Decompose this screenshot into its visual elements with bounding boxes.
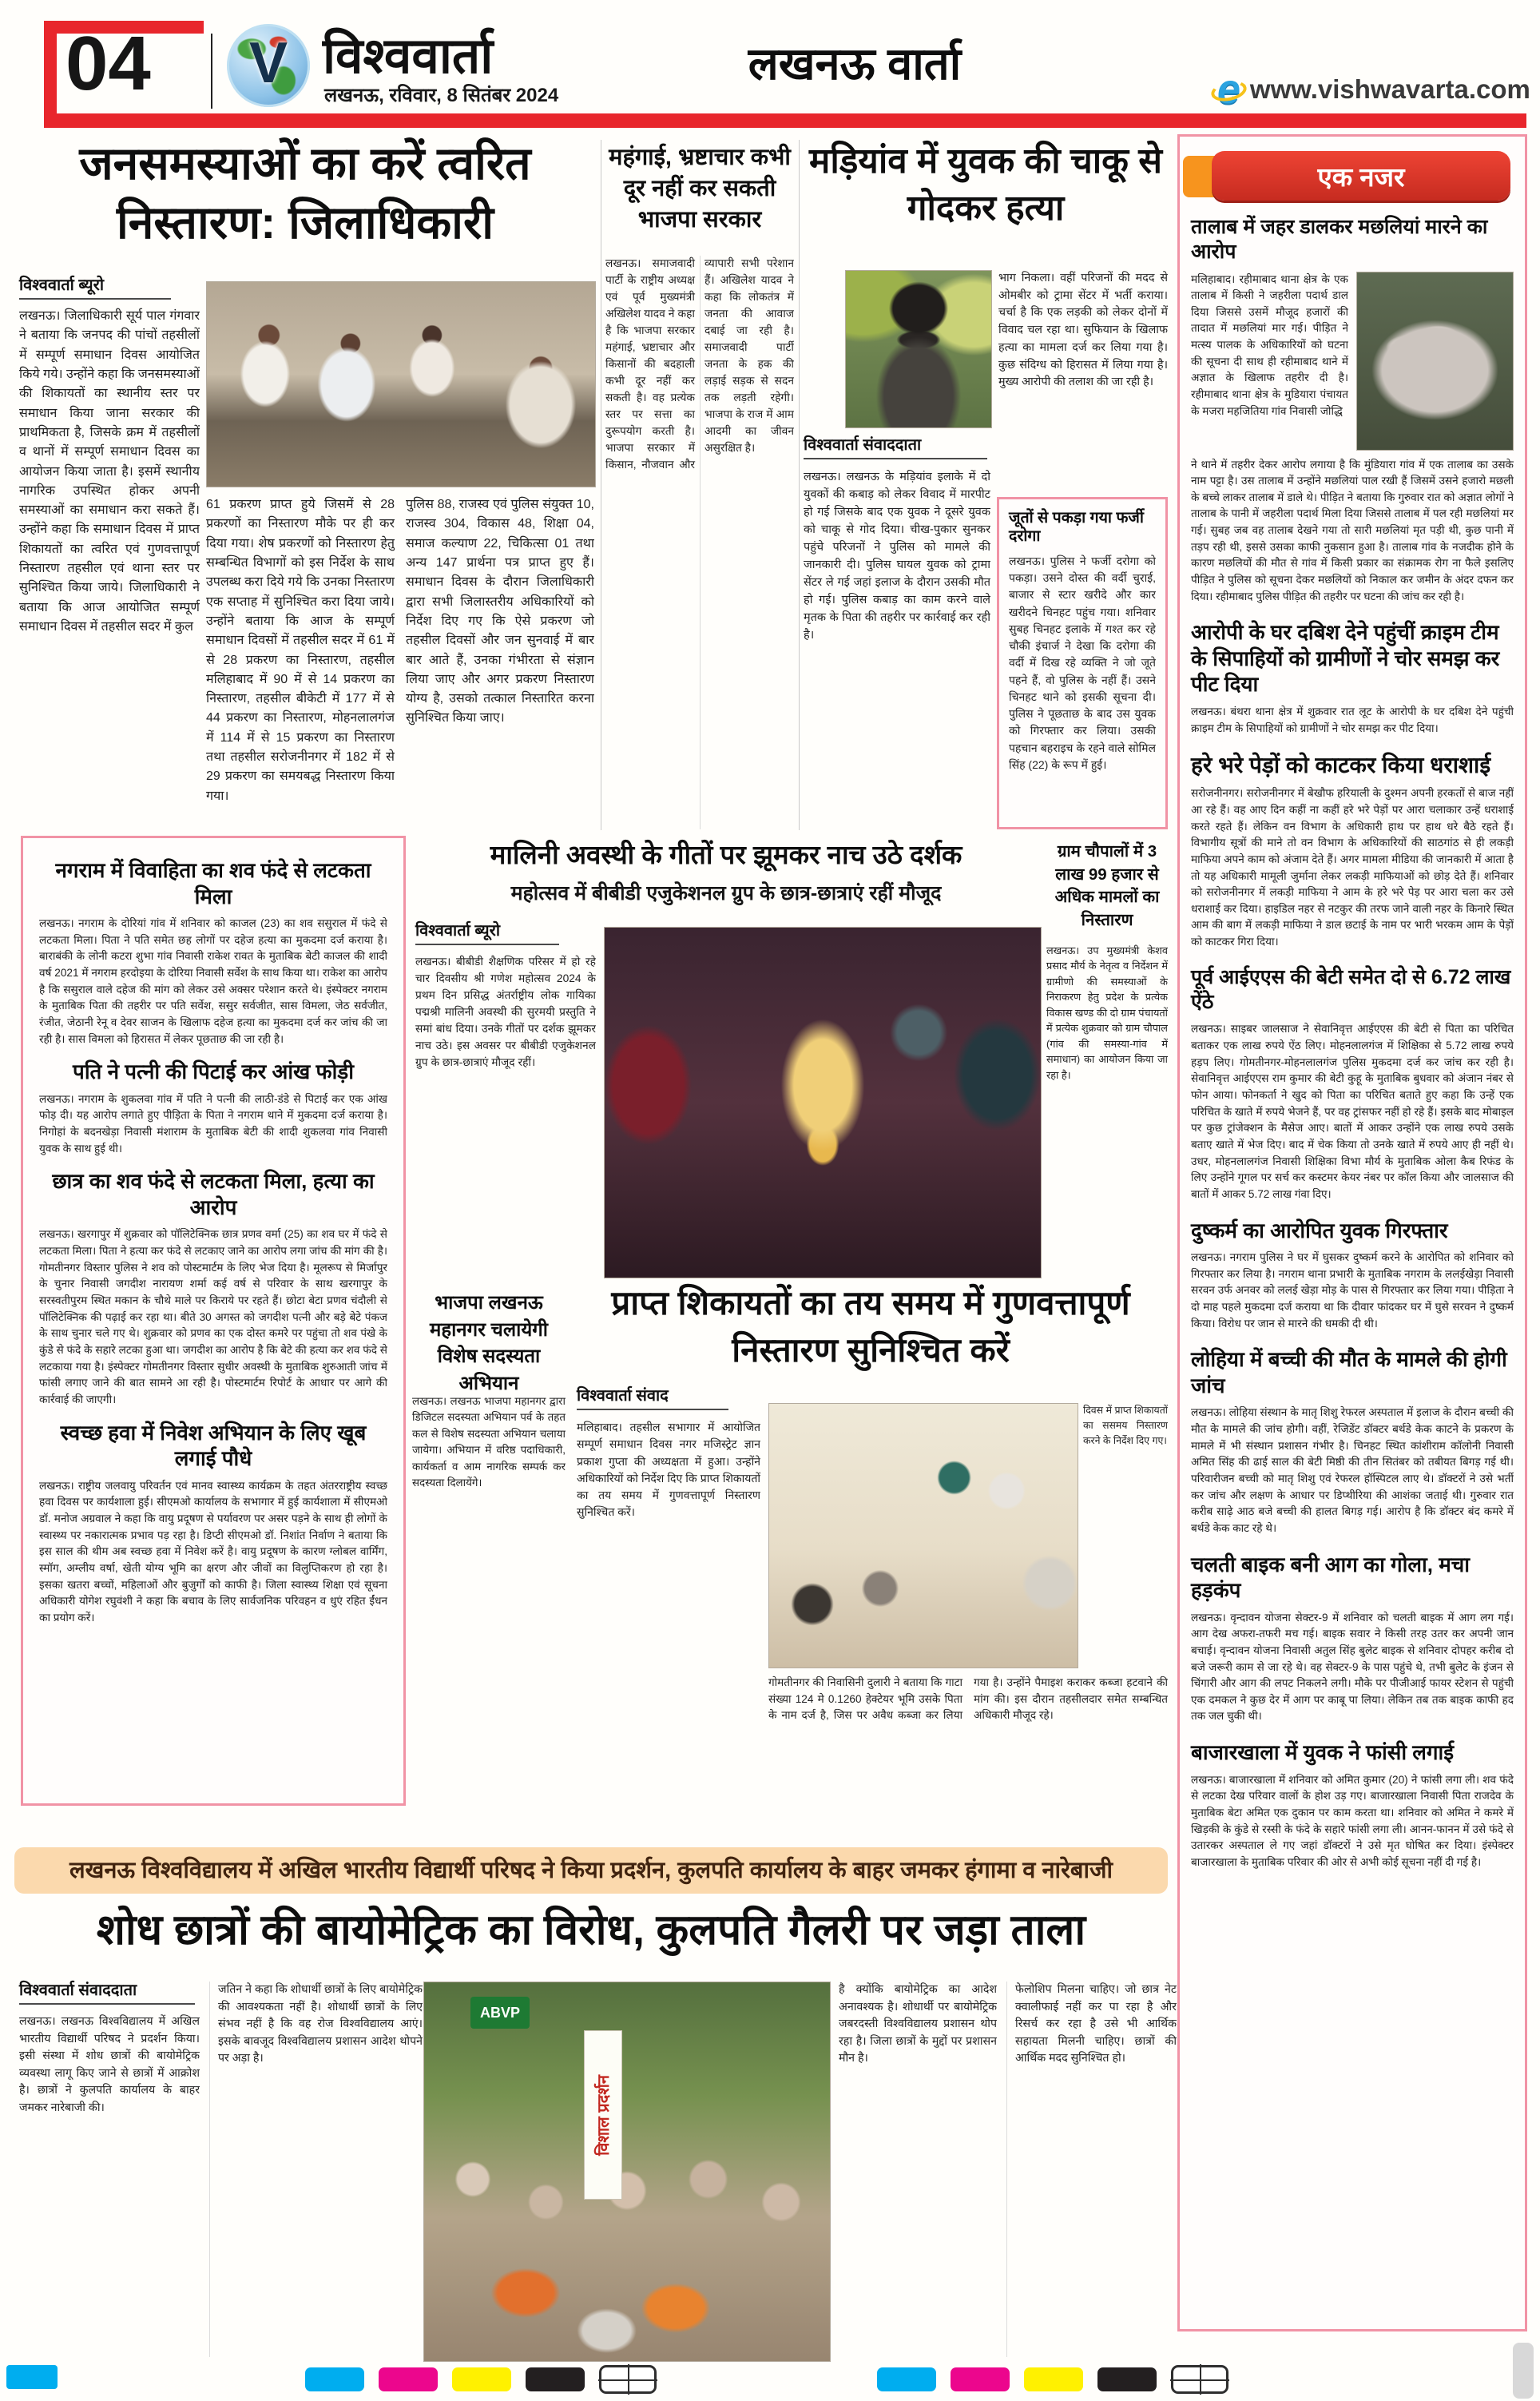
bjp-body: लखनऊ। समाजवादी पार्टी के राष्ट्रीय अध्यक्ष एवं पूर्व मुख्यमंत्री अखिलेश यादव ने कहा है कि भाजपा सरकार महंगाई, भ्रष्टाचार और किसानों की बदहाली कभी दूर नहीं कर सकती है। वह प्रत्येक स्तर पर सत्ता का दुरूपयोग करती है। भाजपा सरकार में किसान, नौजवान और व्यापारी सभी परेशान हैं। अखिलेश यादव ने कहा कि लोकतंत्र में जनता की आवाज दबाई जा रही है। समाजवादी पार्टी जनता के हक की लड़ाई सड़क से सदन तक लड़ती रहेगी। भाजपा के राज में आम आदमी का जीवन असुरक्षित है।: [605, 257, 794, 471]
complaints-byline: विश्ववार्ता संवाद: [577, 1384, 728, 1410]
print-color-bar-right: [877, 2365, 1228, 2394]
membership-body: लखनऊ। लखनऊ भाजपा महानगर द्वारा डिजिटल सदस्यता अभियान पर्व के तहत कल से विशेष सदस्यता अभियान चलाया जायेगा। अभियान में वरिष्ठ पदाधिकारी, कार्यकर्ता व आम नागरिक सम्पर्क कर सदस्यता दिलायेंगे।: [412, 1395, 566, 1489]
article-lohia-probe: [1191, 1346, 1514, 1536]
article-crime-team-beaten: [1191, 619, 1514, 737]
wife-assault-body: लखनऊ। नगराम के शुकलवा गांव में पति ने पत्नी की लाठी-डंडे से पिटाई कर एक आंख फोड़ दी। यह आरोप लगाते हुए पीड़िता के पिता ने नगराम थाने में मुकदमा दर्ज कराया है। निगोहां के बदनखेड़ा निवासी मंशाराम के मुताबिक बेटी की शादी शुकलवा गांव निवासी युवक के साथ हुई थी।: [39, 1092, 387, 1155]
paper-logo-letter: V: [248, 31, 288, 95]
district-magistrate-meeting-photo: [206, 281, 596, 487]
rape-arrest-headline: दुष्कर्म का आरोपित युवक गिरफ्तार: [1191, 1218, 1448, 1242]
abvp-col5: है क्योंकि बायोमेट्रिक का आदेश अनावश्यक है। शोधार्थी पर बायोमेट्रिक जबरदस्ती विश्वविद्यालय प्रशासन थोप रहा है। जिला छात्रों के मुद्दों पर प्रशासन मौन है।: [839, 1983, 997, 2065]
samadhan-divas-photo: [768, 1403, 1078, 1668]
abvp-placard: [470, 1997, 530, 2029]
cyan-patch: [877, 2367, 936, 2391]
rape-arrest-body: लखनऊ। नगराम पुलिस ने घर में घुसकर दुष्कर्म करने के आरोपित को शनिवार को गिरफ्तार कर लिया है। नगराम थाना प्रभारी के मुताबिक नगराम के ललईखेड़ा निवासी सरवन उर्फ अनवर को ललई खेड़ा मोड़ के पास से गिरफ्तार कर लिया गया। पीड़िता ने दो माह पहले मुकदमा दर्ज कराया था कि दीवार फांदकर घर में घुसे सरवन ने दुष्कर्म किया। विरोध पर जान से मारने की धमकी दी थी।: [1191, 1251, 1514, 1330]
trees-headline: हरे भरे पेड़ों को काटकर किया धराशाई: [1191, 753, 1491, 778]
cyber-headline: पूर्व आईएएस की बेटी समेत दो से 6.72 लाख ऐंठे: [1191, 965, 1511, 1014]
ek-nazar-label: एक नजर: [1212, 151, 1510, 201]
lohia-headline: लोहिया में बच्ची की मौत के मामले की होगी जांच: [1191, 1347, 1507, 1397]
page-number: 04: [65, 21, 151, 106]
print-color-bar-left: [305, 2365, 657, 2394]
complaints-headline: प्राप्त शिकायतों का तय समय में गुणवत्तापूर्ण निस्तारण सुनिश्चित करें: [611, 1284, 1130, 1369]
murder-body: लखनऊ। लखनऊ के मड़ियांव इलाके में दो युवकों की कबाड़ को लेकर विवाद में मारपीट हो गई जिसके बाद एक युवक ने दूसरे युवक को चाकू से गोद दिया। चीख-पुकार सुनकर पहुंचे परिजनों ने पुलिस को मामले की जानकारी दी। पुलिस घायल युवक को ट्रामा सेंटर ले गई जहां इलाज के दौरान उसकी मौत हो गई। पुलिस कबाड़ का काम करने वाले मृतक के पिता की तहरीर पर कार्रवाई कर रही है।: [804, 471, 990, 642]
bike-fire-headline: चलती बाइक बनी आग का गोला, मचा हड़कंप: [1191, 1552, 1471, 1603]
murder-byline: विश्ववार्ता संवाददाता: [804, 433, 987, 459]
main-stats: 61 प्रकरण प्राप्त हुये जिसमें से 28 प्रकरणों का निस्तारण मौके पर ही कर दिया गया। शेष प्रकरणों को निस्तारण हेतु सम्बन्धित विभागों को इस निर्देश के साथ उपलब्ध करा दिये गये कि उनका निस्तारण एक सप्ताह में सुनिश्चित करा दिया जाये। उन्होंने बताया कि आज के सम्पूर्ण समाधान दिवसों में तहसील सदर में 61 में से 28 प्रकरण का निस्तारण, तहसील मलिहाबाद में 90 में से 14 प्रकरण का निस्तारण, तहसील बीकेटी में 177 में से 44 प्रकरण का निस्तारण, मोहनलालगंज में 114 में से 15 प्रकरण का निस्तारण तथा तहसील सरोजनीनगर में 182 में से 29 प्रकरण का समयबद्ध निस्तारण किया गया।: [206, 498, 395, 803]
fish-headline: तालाब में जहर डालकर मछलियां मारने का आरोप: [1191, 216, 1488, 264]
protest-banner-text: विशाल प्रदर्शन: [594, 2074, 613, 2156]
main-lead: लखनऊ। जिलाधिकारी सूर्य पाल गंगवार ने बताया कि जनपद की पांचों तहसीलों में सम्पूर्ण समाधान दिवस आयोजित किये गये। उन्होंने कहा कि जनसमस्याओं की शिकायतों का स्थानीय स्तर पर समाधान किया जाना सरकार की प्राथमिकता है, जिसके क्रम में तहसीलों व थानों में सम्पूर्ण समाधान दिवस का आयोजन किया जाता है। इसमें स्थानीय नागरिक उपस्थित होकर अपनी समस्याओं का समाधान करा सकते हैं। उन्होंने कहा कि समाधान दिवस में प्राप्त शिकायतों का त्वरित एवं गुणवत्तापूर्ण निस्तारण तहसील एवं थाना स्तर पर सुनिश्चित किया जाये। जिलाधिकारी ने बताया कि आज आयोजित सम्पूर्ण समाधान दिवस में तहसील सदर में कुल: [19, 309, 200, 634]
protest-banner: [584, 2030, 622, 2200]
chaupal-headline: ग्राम चौपालों में 3 लाख 99 हजार से अधिक मामलों का निस्तारण: [1054, 842, 1160, 930]
masthead-divider: [211, 34, 212, 109]
print-cyan-square: [6, 2365, 58, 2389]
registration-mark-icon: [599, 2365, 657, 2394]
section-title: लखनऊ वार्ता: [748, 38, 962, 89]
ek-nazar-banner: [1191, 151, 1514, 204]
magenta-patch: [951, 2367, 1010, 2391]
bike-fire-body: लखनऊ। वृन्दावन योजना सेक्टर-9 में शनिवार को चलती बाइक में आग लग गई। आग देख अफरा-तफरी मच गई। बाइक सवार ने किसी तरह उतर कर अपनी जान बचाई। वृन्दावन योजना निवासी अतुल सिंह बुलेट बाइक से शनिवार दोपहर करीब दो बजे जरूरी काम से जा रहे थे। वह सेक्टर-9 के पास पहुंचे थे, तभी बुलेट के इंजन से चिंगारी और आग की लपट निकलने लगी। मौके पर पीजीआई फायर स्टेशन से पहुंची एक दमकल ने कुछ देर में आग पर काबू पा लिया। लेकिन तब तक बाइक काफी हद तक जल चुकी थी।: [1191, 1611, 1514, 1723]
fish-body-more: ने थाने में तहरीर देकर आरोप लगाया है कि मुंडियारा गांव में एक तालाब का उसके नाम पट्टा है। उस तालाब में उन्होंने मछलियां पाल रखी हैं जिसमें उसने हजारो मछली के बच्चे लाकर तालाब में डाले थे। पीड़ित ने बताया कि गुरुवार रात को अज्ञात लोगों ने तालाब के पानी में जहरीला पदार्थ मिला दिया जिससे तालाब में पल रही मछलियां मर गई। सुबह जब वह तालाब देखने गया तो सारी मछलियां मृत पड़ी थी, कुछ पानी में तड़प रही थी, इससे उसका काफी नुकसान हुआ है। तालाब गांव के नजदीक होने के कारण मछलियों की मौत से गांव में किसी प्रकार का संक्रामक रोग ना फैले इसलिए पीड़ित ने पुलिस को सूचना देकर मछलियों को निकाल कर जमीन के अंदर दफन कर दिया। रहीमाबाद पुलिस पीड़ित की तहरीर पर घटना की जांच कर रही है।: [1191, 458, 1514, 602]
print-grey-bar: [1513, 2343, 1534, 2399]
dead-fish-photo: [1356, 272, 1514, 451]
suicide-headline: बाजारखाला में युवक ने फांसी लगाई: [1191, 1740, 1455, 1765]
malini-body: लखनऊ। बीबीडी शैक्षणिक परिसर में हो रहे चार दिवसीय श्री गणेश महोत्सव 2024 के प्रथम दिन प्रसिद्ध अंतर्राष्ट्रीय लोक गायिका पद्मश्री मालिनी अवस्थी की सुरमयी प्रस्तुति ने समां बांध दिया। उनके गीतों पर दर्शक झूमकर नाच उठे। इस अवसर पर बीबीडी एजुकेशनल ग्रुप के छात्र-छात्राएं मौजूद रहीं।: [415, 956, 596, 1068]
murder-side-text: भाग निकला। वहीं परिजनों की मदद से ओमबीर को ट्रामा सेंटर में भर्ती कराया। चर्चा है कि एक लड़की को लेकर दोनों में विवाद चल रहा था। सुफियान के खिलाफ हत्या का मामला दर्ज कर लिया गया है। कुछ संदिग्ध को हिरासत में लिया गया है। मुख्य आरोपी की तलाश की जा रही है।: [998, 272, 1168, 389]
main-headline: जनसमस्याओं का करें त्वरित निस्तारण: जिलाधिकारी: [79, 138, 531, 249]
cyan-patch: [305, 2367, 364, 2391]
complaints-below: गोमतीनगर की निवासिनी दुलारी ने बताया कि गाटा संख्या 124 मे 0.1260 हेक्टेयर भूमि उसके पिता के नाम दर्ज है, जिस पर अवैध कब्जा कर लिया गया है। उन्होंने पैमाइश कराकर कब्जा हटवाने की मांग की। इस दौरान तहसीलदार समेत सम्बन्धित अधिकारी मौजूद रहे।: [768, 1676, 1168, 1722]
browser-e-icon: e: [1217, 66, 1240, 113]
fake-cop-box: [997, 497, 1168, 829]
malini-headline: मालिनी अवस्थी के गीतों पर झूमकर नाच उठे दर्शक: [490, 840, 963, 869]
yellow-patch: [1024, 2367, 1083, 2391]
membership-headline: भाजपा लखनऊ महानगर चलायेगी विशेष सदस्यता अभियान: [429, 1292, 548, 1394]
suicide-body: लखनऊ। बाजारखाला में शनिवार को अमित कुमार (20) ने फांसी लगा ली। शव फंदे से लटका देख परिवार वालों के होश उड़ गए। बाजारखाला निवासी पिता राजदेव के मुताबिक बेटा अमित एक दुकान पर काम करता था। शनिवार को अमित ने कमरे में खिड़की के कुंडे से रस्सी के फंदे के सहारे फांसी लगा ली। आनन-फानन में उसे फंदे से उतारकर अस्पताल ले गए जहां डॉक्टरों ने उसे मृत घोषित कर दिया। इंस्पेक्टर बाजारखाला के मुताबिक परिवार की ओर से अभी कोई सूचना नहीं दी गई है।: [1191, 1773, 1514, 1868]
article-student-death: [39, 1168, 387, 1408]
black-patch: [526, 2367, 585, 2391]
article-fish-poison: [1191, 215, 1514, 605]
article-trees-felled: [1191, 751, 1514, 951]
abvp-headline: शोध छात्रों की बायोमेट्रिक का विरोध, कुलपति गैलरी पर जड़ा ताला: [96, 1906, 1086, 1954]
fish-body-intro: मलिहाबाद। रहीमाबाद थाना क्षेत्र के एक तालाब में किसी ने जहरीला पदार्थ डाल दिया जिससे उसमें मौजूद हजारों की तादात में मछलियां मार गई। पीड़ित ने मत्स्य पालक के अधिकारियों को घटना की सूचना दी साथ ही रहीमाबाद थाने में अज्ञात के खिलाफ तहरीर दी है। रहीमाबाद थाना क्षेत्र के मुडियारा पंचायत के मजरा महजितिया गांव निवासी जोद्धि: [1191, 272, 1348, 417]
main-byline: विश्ववार्ता ब्यूरो: [19, 273, 171, 300]
abvp-placard-text: ABVP: [479, 2004, 520, 2021]
article-nagram-dowry: [39, 857, 387, 1047]
magenta-patch: [379, 2367, 438, 2391]
article-bazarkhala-suicide: [1191, 1739, 1514, 1870]
paper-name: विश्ववार्ता: [323, 29, 494, 84]
malini-byline: विश्ववार्ता ब्यूरो: [415, 919, 559, 945]
bjp-headline: महंगाई, भ्रष्टाचार कभी दूर नहीं कर सकती भाजपा सरकार: [609, 145, 791, 233]
chaupal-body: लखनऊ। उप मुख्यमंत्री केशव प्रसाद मौर्य के नेतृत्व व निर्देशन में ग्रामीणो की समस्याओं के निराकरण हेतु प्रदेश के प्रत्येक विकास खण्ड की दो ग्राम पंचायतों में प्रत्येक शुक्रवार को ग्राम चौपाल (गांव की समस्या-गांव में समाधान) का आयोजन किया जा रहा है।: [1046, 944, 1168, 1081]
nagram-body: लखनऊ। नगराम के दोरियां गांव में शनिवार को काजल (23) का शव ससुराल में फंदे से लटकता मिला। पिता ने पति समेत छह लोगों पर दहेज हत्या का मुकदमा दर्ज कराया है। बाराबंकी के लोनी कटरा शुभा गांव निवासी राकेश रावत के मुताबिक बेटी काजल की शादी वर्ष 2021 में नगराम हरदोइया के दोरिया निवासी सर्वेश के साथ किया था। राकेश का आरोप है कि ससुराल वाले दहेज की मांग को लेकर उसे अक्सर परेशान करते थे। इंस्पेक्टर नगराम के मुताबिक पिता की तहरीर पर पति सर्वेश, ससुर सर्वजीत, सास विमला, जेठ सर्वजीत, रंजीत, जेठानी रेनू व देवर साजन के खिलाफ दहेज हत्या का मुकदमा दर्ज कर जांच की जा रही है। सास विमला को हिरासत में लेकर पूछताछ की जा रही है।: [39, 917, 387, 1045]
fake-cop-body: लखनऊ। पुलिस ने फर्जी दरोगा को पकड़ा। उसने दोस्त की वर्दी चुराई, बाजार से स्टार खरीदे और कार खरीदने चिनहट पहुंच गया। शनिवार सुबह चिनहट इलाके में गश्त कर रहे चौकी इंचार्ज ने देखा कि दरोगा की वर्दी में दिख रहे व्यक्ति ने जो जूते पहने हैं, वो पुलिस के नहीं हैं। उसने चिनहट थाने को इसकी सूचना दी। पुलिस ने पूछताछ के बाद उस युवक को गिरफ्तार कर लिया। उसकी पहचान बहराइच के रहने वाले सोमिल सिंह (22) के रूप में हुई।: [1009, 554, 1156, 771]
abvp-col2: जतिन ने कहा कि शोधार्थी छात्रों के लिए बायोमेट्रिक की आवश्यकता नहीं है। शोधार्थी छात्रों के लिए संभव नहीं है कि वह रोज विश्वविद्यालय आएं। इसके बावजूद विश्वविद्यालय प्रशासन आदेश थोपने पर अड़ा है।: [209, 1982, 423, 2357]
nagram-headline: नगराम में विवाहिता का शव फंदे से लटकता मिला: [55, 858, 371, 908]
crime-team-body: लखनऊ। बंथरा थाना क्षेत्र में शुक्रवार रात लूट के आरोपी के घर दबिश देने पहुंची क्राइम टीम के सिपाहियों को ग्रामीणों ने चोर समझ कर पीट दिया।: [1191, 705, 1514, 734]
masthead-red-left-bar: [44, 21, 57, 118]
trees-body: सरोजनीनगर। सरोजनीनगर में बेखौफ हरियाली के दुश्मन अपनी हरकतों से बाज नहीं आ रहे हैं। वह आए दिन कहीं ना कहीं हरे भरे पेड़ों पर आरा चलाकार उन्हें धराशाई करते रहते हैं। लेकिन वन विभाग के अधिकारी हाथ पर हाथ धरे बैठे रहते हैं। विभागीय सूत्रों की माने तो वन विभाग के अधिकारियों की साठगांठ से ही लकड़ी माफिया अपने काम को अंजाम देते हैं। अगर मामला मीडिया की जानकारी में आता है तो यह अधिकारी मामूली जुर्माना लेकर लकड़ी माफियाओं को छोड़ देते हैं। शनिवार को सरोजनीनगर में लकड़ी माफिया ने आम के हरे भरे पेड़ पर आरा चला कर उसे धराशाई कर दिया। हाइडिल नहर से नटकुर की तरफ जाने वाली नहर के किनारे स्थित आम की बाग में लकड़ी माफिया ने डाल छटाई के नाम पर भारी भरकम आम के पेड़ों को काटकर गिरा दिया।: [1191, 787, 1514, 948]
abvp-strapline: लखनऊ विश्वविद्यालय में अखिल भारतीय विद्यार्थी परिषद ने किया प्रदर्शन, कुलपति कार्यालय के बाहर जमकर हंगामा व नारेबाजी: [14, 1847, 1168, 1894]
website-url: www.vishwavarta.com: [1249, 74, 1530, 104]
masthead-dateline: लखनऊ, रविवार, 8 सितंबर 2024: [324, 85, 559, 106]
abvp-col1: लखनऊ। लखनऊ विश्वविद्यालय में अखिल भारतीय विद्यार्थी परिषद ने प्रदर्शन किया। इसी संस्था में शोध छात्रों की बायोमेट्रिक व्यवस्था लागू किए जाने से छात्रों में आक्रोश है। छात्रों ने कुलपति कार्यालय के बाहर जमकर नारेबाजी की।: [19, 2015, 200, 2114]
column-rule: [799, 140, 800, 830]
paper-logo-icon: [227, 24, 310, 107]
wife-assault-headline: पति ने पत्नी की पिटाई कर आंख फोड़ी: [73, 1059, 354, 1084]
complaints-side: दिवस में प्राप्त शिकायतों का ससमय निस्तारण करने के निर्देश दिए गए।: [1083, 1405, 1168, 1446]
article-bike-fire: [1191, 1552, 1514, 1726]
complaints-body: मलिहाबाद। तहसील सभागार में आयोजित सम्पूर्ण समाधान दिवस नगर मजिस्ट्रेट ज्ञान प्रकाश गुप्ता की अध्यक्षता में हुआ। उन्होंने अधिकारियों को निर्देश दिए कि प्राप्त शिकायतों का तय समय में गुणवत्तापूर्ण निस्तारण सुनिश्चित करें।: [577, 1421, 760, 1519]
student-death-body: लखनऊ। खरगापुर में शुक्रवार को पॉलिटेक्निक छात्र प्रणव वर्मा (25) का शव घर में फंदे से लटकता मिला। पिता ने हत्या कर फंदे से लटकाए जाने का आरोप लगा जांच की मांग की है। गोमतीनगर विस्तार पुलिस ने शव को पोस्टमार्टम के लिए भेज दिया है। मूलरूप से मिर्जापुर के चुनार निवासी जगदीश नारायण शर्मा कई वर्ष से परिवार के साथ खरगापुर के सरस्वतीपुरम स्थित मकान के चौथे माले पर किराये पर रहते हैं। छोटा बेटा प्रणव चंदौली से पॉलिटेक्निक की पढ़ाई कर रहा था। बीते 30 अगस्त को जगदीश पत्नी और बड़े बेटे पंकज के साथ चुनार चले गए थे। शुक्रवार को प्रणव का एक दोस्त कमरे पर पहुंचा तो शव पंखे के कुंडे से फंदे के सहारे लटका हुआ था। जगदीश का आरोप है कि बेटे की हत्या कर शव फंदे से लटकाया गया है। इंस्पेक्टर गोमतीनगर विस्तार सुधीर अवस्थी के मुताबिक शुरुआती जांच में फांसी लगाए जाने की बात सामने आ रही है। पोस्टमार्टम रिपोर्ट के आधार पर आगे की कार्रवाई की जाएगी।: [39, 1228, 387, 1405]
crime-team-headline: आरोपी के घर दबिश देने पहुंचीं क्राइम टीम के सिपाहियों को ग्रामीणों ने चोर समझ कर पीट दिया: [1191, 620, 1500, 697]
article-wife-assault: [39, 1059, 387, 1157]
article-rape-arrest: [1191, 1218, 1514, 1333]
abvp-byline: विश्ववार्ता संवाददाता: [19, 1978, 195, 2005]
abvp-protest-photo: [423, 1982, 831, 2362]
black-patch: [1097, 2367, 1157, 2391]
abvp-col6: फेलोशिप मिलना चाहिए। जो छात्र नेट क्वालीफाई नहीं कर पा रहा है और रिसर्च कर रहा है उसे भी आर्थिक सहायता मिलनी चाहिए। छात्रों की आर्थिक मदद सुनिश्चित हो।: [1006, 1982, 1177, 2357]
malini-subhead: महोत्सव में बीबीडी एजुकेशनल ग्रुप के छात्र-छात्राएं रहीं मौजूद: [510, 882, 942, 904]
main-stats-right: पुलिस 88, राजस्व एवं पुलिस संयुक्त 10, राजस्व 304, विकास 48, शिक्षा 04, समाज कल्याण 22, चिकित्सा 01 तथा अन्य 147 प्रार्थना पत्र प्राप्त हुए हैं। समाधान दिवस के दौरान जिलाधिकारी द्वारा सभी जिलास्तरीय अधिकारियों को निर्देश दिए गए कि ऐसे प्रकरण जो तहसील दिवसों और जन सुनवाई में बार बार आते हैं, उनका गंभीरता से संज्ञान लिया जाए और अगर प्रकरण निस्तारण योग्य है, उसको तत्काल निस्तारित करना सुनिश्चित किया जाए।: [406, 498, 594, 725]
article-cyber-fraud: [1191, 965, 1514, 1203]
cyber-body: लखनऊ। साइबर जालसाज ने सेवानिवृत्त आईएएस की बेटी से पिता का परिचित बताकर एक लाख रुपये ऐंठ लिए। मोहनलालगंज में शिक्षिका से 5.72 लाख रुपये हड़प लिए। गोमतीनगर-मोहनलालगंज पुलिस मुकदमा दर्ज कर जांच कर रही है। सेवानिवृत्त आईएएस राम कुमार की बेटी कुहू के मुताबिक बुधवार को अंजान नंबर से फोन आया। फोनकर्ता ने खुद को पिता का परिचित बताते हुए कहा कि उन्हें एक परिचित के खाते में रुपये भेजने हैं, पर वह ट्रांसफर नहीं हो रहे हैं। इसके बाद मोबाइल पर कुछ ट्रांजेक्शन के मैसेज आए। बातों में आकर उन्होंने एक लाख रुपये उसके बताए खाते में भेज दिए। बाद में चेक किया तो उनके खाते में रुपये आए ही नहीं थे। उधर, मोहनलालगंज निवासी शिक्षिका विभा मौर्य के मुताबिक ओला कैब रिफंड के लिए उन्होंने गूगल पर सर्च कर कस्टमर केयर नंबर पर कॉल किया और जालसाज की बातों में आकर 5.72 लाख गंवा दिए।: [1191, 1023, 1514, 1200]
registration-mark-icon: [1171, 2365, 1228, 2394]
article-clean-air: [39, 1420, 387, 1627]
clean-air-headline: स्वच्छ हवा में निवेश अभियान के लिए खूब लगाई पौधे: [60, 1420, 367, 1471]
ek-nazar-rail: [1177, 134, 1527, 2331]
student-death-headline: छात्र का शव फंदे से लटकता मिला, हत्या का आरोप: [52, 1169, 375, 1219]
clean-air-body: लखनऊ। राष्ट्रीय जलवायु परिवर्तन एवं मानव स्वास्थ्य कार्यक्रम के तहत अंतरराष्ट्रीय स्वच्छ हवा दिवस पर कार्यशाला हुई। सीएमओ कार्यालय के सभागार में हुई कार्यशाला में सीएमओ डॉ. मनोज अग्रवाल ने कहा कि वायु प्रदूषण से पर्यावरण पर असर पड़ने के साथ ही लोगों के स्वास्थ्य पर नकारात्मक प्रभाव पड़ रहा है। डिप्टी सीएमओ डॉ. निशांत निर्वाण ने बताया कि इस साल की थीम अब स्वच्छ हवा में निवेश करें है। वायु प्रदूषण के कारण ग्लोबल वार्मिंग, स्मॉग, अम्लीय वर्षा, खेती योग्य भूमि का क्षरण और जीवों का विलुप्तिकरण हो रहा है। इसका खतरा बच्चों, महिलाओं और बुजुर्गों को काफी है। जिला स्वास्थ्य शिक्षा एवं सूचना अधिकारी योगेश रघुवंशी ने कहा कि बचाव के लिए सार्वजनिक परिवहन व धुएं रहित ईंधन का प्रयोग करें।: [39, 1479, 387, 1624]
murder-victim-photo: [845, 270, 992, 428]
left-news-box: [21, 836, 406, 1806]
murder-headline: मड़ियांव में युवक की चाकू से गोदकर हत्या: [809, 141, 1162, 229]
ganesh-festival-stage-photo: [604, 927, 1042, 1278]
masthead-red-rule: [44, 113, 1526, 128]
lohia-body: लखनऊ। लोहिया संस्थान के मातृ शिशु रेफरल अस्पताल में इलाज के दौरान बच्ची की मौत के मामले की जांच होगी। वहीं, रेजिडेंट डॉक्टर बर्थडे केक काटने के प्रकरण के मामले में भी संस्थान प्रशासन गंभीर है। चिनहट स्थित कांशीराम कॉलोनी निवासी अमित सिंह की ढाई साल की बेटी मिष्ठी की तीन सितंबर को तबीयत बिगड़ गई थी। परिवारीजन बच्ची को मातृ शिशु एवं रेफरल हॉस्पिटल लाए थे। डॉक्टरों ने उसे भर्ती कर जांच और लक्षण के आधार पर डिप्थीरिया की आशंका जताई थी। गुरुवार रात करीब साढ़े आठ बजे बच्ची की हालत बिगड़ गई। आरोप है कि डॉक्टर बंद कमरे में बर्थडे केक काट रहे थे।: [1191, 1406, 1514, 1534]
website-block: [1217, 66, 1530, 113]
yellow-patch: [452, 2367, 511, 2391]
fake-cop-headline: जूतों से पकड़ा गया फर्जी दरोगा: [1009, 509, 1144, 546]
